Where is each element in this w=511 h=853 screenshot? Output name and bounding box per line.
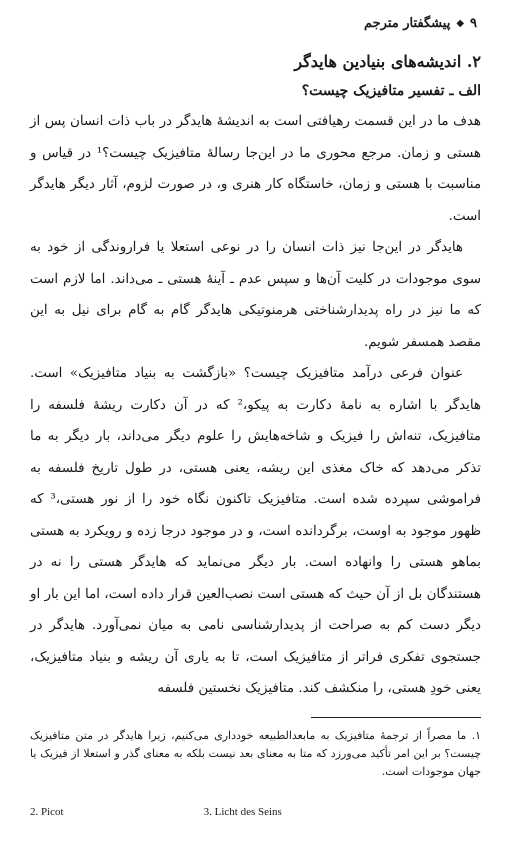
page-number: ۹ (470, 15, 477, 31)
main-text (30, 50, 481, 705)
paragraph: هایدگر در این‌جا نیز ذات انسان را در نوعی استعلا یا فراروندگی از خود به سوی موجودات در کلیت آن‌ها و سپس عدم ـ آینهٔ هستی ـ می‌داند. اما لازم است که ما نیز در راه پدیدارشناختی هرمنوتیکی هایدگر گام به گام برای نیل به این مقصد همسفر شویم. (30, 240, 481, 350)
running-title: پیشگفتار مترجم (363, 15, 451, 31)
footnote-latin: 2. Picot (30, 806, 64, 818)
subsection-title: الف ـ تفسیر متافیزیک چیست؟ (301, 83, 481, 99)
footnotes (30, 727, 481, 781)
footnote-latin: 3. Licht des Seins (203, 806, 282, 818)
section-title: ۲. اندیشه‌های بنیادین هایدگر (294, 52, 481, 71)
footnote: ۱. ما مصراً از ترجمهٔ متافیزیک به مابعدالطبیعه خودداری می‌کنیم، زیرا هایدگر در متن متافیزیک چیست؟ بر این امر تأکید می‌ورزد که متا به معنای بعد نیست بلکه به معنای گذر و استعلا از فیزیک یا جهان موجودات است. (30, 729, 481, 778)
paragraph: هدف ما در این قسمت رهیافتی است به اندیشهٔ هایدگر در باب ذات انسان پس از هستی و زمان. مرجع محوری ما در این‌جا رسالهٔ متافیزیک چیست؟¹ در قیاس و مناسبت با هستی و زمان، خاستگاه کار هنری و، در صورت لزوم، آثار دیگر هایدگر است. (30, 114, 481, 224)
footnote-divider (311, 717, 481, 718)
running-header (34, 12, 477, 34)
paragraph: عنوان فرعی درآمد متافیزیک چیست؟ «بازگشت به بنیاد متافیزیک» است. هایدگر با اشاره به نامهٔ دکارت به پیکو،² که در آن دکارت ریشهٔ فلسفه را متافیزیک، تنه‌اش را فیزیک و شاخه‌هایش را علوم دیگر می‌داند، بار دیگر به ما تذکر می‌دهد که خاک مغذی این ریشه، یعنی هستی، در طول تاریخ فلسفه به فراموشی سپرده شده است. متافیزیک تاکنون نگاه خود را از نور هستی،³ که ظهور موجود به اوست، برگردانده است، و در موجود درجا زده و رویکرد به هستی بماهو هستی را وانهاده است. بار دیگر می‌نماید که هایدگر هستی را نه در هستندگان بل از آن حیث که هستی است نصب‌العین قرار داده است، اما این بار او دیگر دست کم به صراحت از پدیدارشناسی نامی به میان نمی‌آورد. هایدگر در جستجوی تفکری فراتر از متافیزیک است، تا به یاری آن ریشه و بنیاد متافیزیک، یعنی خودِ هستی، را منکشف کند. متافیزیک نخستین فلسفه (30, 366, 481, 696)
latin-footnotes (30, 806, 481, 818)
diamond-icon: ◆ (456, 17, 465, 29)
